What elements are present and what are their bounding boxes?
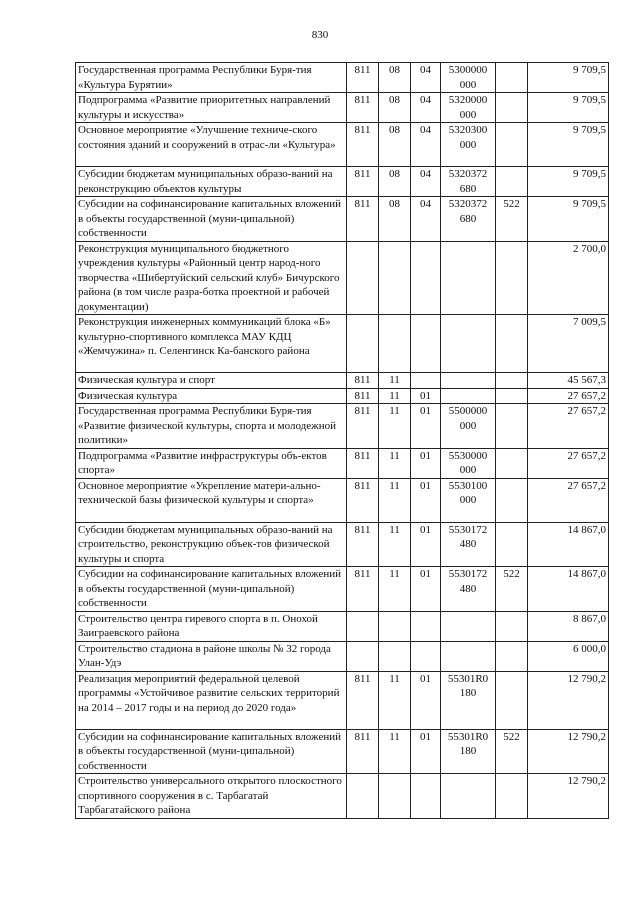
cell-target-article <box>441 388 496 404</box>
row-name: Строительство стадиона в районе школы № 32 города Улан-Удэ <box>76 641 347 671</box>
cell-target-article <box>441 774 496 819</box>
cell-subsection <box>411 315 441 373</box>
cell-amount: 12 790,2 <box>528 774 609 819</box>
cell-section: 11 <box>379 522 411 567</box>
row-name: Субсидии на софинансирование капитальных вложений в объекты государственной (муни-ципальной) собственности <box>76 567 347 612</box>
cell-section: 11 <box>379 478 411 522</box>
cell-subsection <box>411 641 441 671</box>
cell-section: 08 <box>379 63 411 93</box>
cell-grbs: 811 <box>347 373 379 389</box>
table-row <box>76 641 609 671</box>
cell-amount: 14 867,0 <box>528 522 609 567</box>
table-row <box>76 774 609 819</box>
cell-grbs: 811 <box>347 448 379 478</box>
cell-target-article: 5530000 000 <box>441 448 496 478</box>
cell-expense-type <box>496 611 528 641</box>
row-name: Субсидии на софинансирование капитальных вложений в объекты государственной (муни-ципальной) собственности <box>76 729 347 774</box>
cell-target-article: 55301R0 180 <box>441 671 496 729</box>
cell-amount: 6 000,0 <box>528 641 609 671</box>
row-name: Государственная программа Республики Буря-тия «Развитие физической культуры, спорта и молодежной политики» <box>76 404 347 449</box>
table-body <box>76 63 609 819</box>
cell-subsection: 04 <box>411 123 441 167</box>
cell-amount: 9 709,5 <box>528 63 609 93</box>
cell-subsection: 01 <box>411 671 441 729</box>
cell-target-article <box>441 373 496 389</box>
cell-amount: 27 657,2 <box>528 478 609 522</box>
cell-section <box>379 241 411 315</box>
cell-section: 11 <box>379 404 411 449</box>
cell-section: 11 <box>379 448 411 478</box>
cell-section: 08 <box>379 93 411 123</box>
cell-grbs: 811 <box>347 522 379 567</box>
cell-subsection: 04 <box>411 93 441 123</box>
cell-section: 08 <box>379 123 411 167</box>
cell-expense-type <box>496 241 528 315</box>
cell-amount: 12 790,2 <box>528 729 609 774</box>
cell-grbs: 811 <box>347 388 379 404</box>
cell-section <box>379 641 411 671</box>
cell-amount: 9 709,5 <box>528 167 609 197</box>
cell-subsection: 01 <box>411 522 441 567</box>
cell-expense-type: 522 <box>496 729 528 774</box>
cell-expense-type <box>496 448 528 478</box>
cell-target-article: 5320372 680 <box>441 197 496 242</box>
table-row <box>76 93 609 123</box>
cell-subsection: 01 <box>411 404 441 449</box>
cell-section: 11 <box>379 388 411 404</box>
cell-subsection: 01 <box>411 388 441 404</box>
table-row <box>76 478 609 522</box>
cell-amount: 7 009,5 <box>528 315 609 373</box>
cell-amount: 2 700,0 <box>528 241 609 315</box>
cell-target-article <box>441 641 496 671</box>
cell-amount: 27 657,2 <box>528 448 609 478</box>
row-name: Реконструкция муниципального бюджетного учреждения культуры «Районный центр народ-ного творчества «Шибертуйский сельский клуб» Бичурского района (в том числе разра-ботка проектной и рабочей документации) <box>76 241 347 315</box>
row-name: Субсидии бюджетам муниципальных образо-ваний на строительство, реконструкцию объек-тов физической культуры и спорта <box>76 522 347 567</box>
row-name: Физическая культура <box>76 388 347 404</box>
cell-section: 11 <box>379 729 411 774</box>
cell-subsection <box>411 241 441 315</box>
cell-target-article: 5320372 680 <box>441 167 496 197</box>
table-row <box>76 167 609 197</box>
table-row <box>76 611 609 641</box>
table-row <box>76 448 609 478</box>
cell-amount: 8 867,0 <box>528 611 609 641</box>
cell-expense-type <box>496 373 528 389</box>
cell-subsection: 01 <box>411 729 441 774</box>
cell-subsection <box>411 774 441 819</box>
table-row <box>76 315 609 373</box>
cell-expense-type <box>496 388 528 404</box>
budget-table <box>75 62 609 819</box>
row-name: Подпрограмма «Развитие приоритетных направлений культуры и искусства» <box>76 93 347 123</box>
cell-amount: 27 657,2 <box>528 404 609 449</box>
cell-amount: 45 567,3 <box>528 373 609 389</box>
table-row <box>76 241 609 315</box>
cell-amount: 9 709,5 <box>528 93 609 123</box>
cell-target-article: 5500000 000 <box>441 404 496 449</box>
table-row <box>76 567 609 612</box>
cell-section: 08 <box>379 167 411 197</box>
cell-grbs <box>347 315 379 373</box>
row-name: Реализация мероприятий федеральной целевой программы «Устойчивое развитие сельских территорий на 2014 – 2017 годы и на период до 2020 года» <box>76 671 347 729</box>
cell-amount: 27 657,2 <box>528 388 609 404</box>
cell-amount: 9 709,5 <box>528 197 609 242</box>
cell-grbs: 811 <box>347 123 379 167</box>
table-row <box>76 404 609 449</box>
cell-subsection: 01 <box>411 478 441 522</box>
cell-subsection <box>411 373 441 389</box>
cell-expense-type <box>496 522 528 567</box>
cell-subsection: 04 <box>411 63 441 93</box>
cell-grbs <box>347 611 379 641</box>
cell-amount: 14 867,0 <box>528 567 609 612</box>
cell-section: 11 <box>379 567 411 612</box>
cell-target-article: 5530172 480 <box>441 522 496 567</box>
cell-section: 11 <box>379 671 411 729</box>
cell-expense-type <box>496 641 528 671</box>
cell-grbs: 811 <box>347 93 379 123</box>
cell-grbs: 811 <box>347 63 379 93</box>
row-name: Субсидии на софинансирование капитальных вложений в объекты государственной (муни-ципальной) собственности <box>76 197 347 242</box>
table-row <box>76 123 609 167</box>
table-row <box>76 373 609 389</box>
cell-target-article: 5320300 000 <box>441 123 496 167</box>
row-name: Государственная программа Республики Буря-тия «Культура Бурятии» <box>76 63 347 93</box>
cell-target-article <box>441 241 496 315</box>
cell-expense-type <box>496 123 528 167</box>
cell-section: 08 <box>379 197 411 242</box>
row-name: Реконструкция инженерных коммуникаций блока «Б» культурно-спортивного комплекса МАУ КДЦ «Жемчужина» п. Селенгинск Ка-банского района <box>76 315 347 373</box>
cell-target-article: 5320000 000 <box>441 93 496 123</box>
cell-section <box>379 611 411 641</box>
row-name: Основное мероприятие «Укрепление матери-ально-технической базы физической культуры и спорта» <box>76 478 347 522</box>
row-name: Субсидии бюджетам муниципальных образо-ваний на реконструкцию объектов культуры <box>76 167 347 197</box>
cell-grbs: 811 <box>347 567 379 612</box>
cell-amount: 12 790,2 <box>528 671 609 729</box>
table-row <box>76 388 609 404</box>
cell-grbs: 811 <box>347 478 379 522</box>
cell-grbs <box>347 241 379 315</box>
cell-expense-type: 522 <box>496 197 528 242</box>
cell-amount: 9 709,5 <box>528 123 609 167</box>
cell-grbs <box>347 774 379 819</box>
cell-section <box>379 774 411 819</box>
page-number: 830 <box>311 29 329 41</box>
cell-expense-type <box>496 404 528 449</box>
cell-expense-type <box>496 671 528 729</box>
cell-subsection: 04 <box>411 167 441 197</box>
cell-target-article <box>441 611 496 641</box>
cell-expense-type <box>496 478 528 522</box>
table-row <box>76 729 609 774</box>
cell-subsection: 01 <box>411 448 441 478</box>
cell-expense-type <box>496 315 528 373</box>
table-row <box>76 522 609 567</box>
cell-grbs: 811 <box>347 729 379 774</box>
cell-expense-type <box>496 167 528 197</box>
cell-grbs <box>347 641 379 671</box>
cell-target-article: 55301R0 180 <box>441 729 496 774</box>
table-row <box>76 197 609 242</box>
cell-target-article: 5530172 480 <box>441 567 496 612</box>
row-name: Строительство центра гиревого спорта в п. Онохой Заиграевского района <box>76 611 347 641</box>
row-name: Физическая культура и спорт <box>76 373 347 389</box>
table-row <box>76 671 609 729</box>
row-name: Основное мероприятие «Улучшение техниче-ского состояния зданий и сооружений в отрас-ли «Культура» <box>76 123 347 167</box>
cell-expense-type <box>496 63 528 93</box>
cell-subsection: 01 <box>411 567 441 612</box>
cell-target-article: 5530100 000 <box>441 478 496 522</box>
cell-subsection: 04 <box>411 197 441 242</box>
cell-grbs: 811 <box>347 404 379 449</box>
cell-target-article: 5300000 000 <box>441 63 496 93</box>
cell-target-article <box>441 315 496 373</box>
table-row <box>76 63 609 93</box>
cell-section: 11 <box>379 373 411 389</box>
cell-subsection <box>411 611 441 641</box>
cell-grbs: 811 <box>347 167 379 197</box>
cell-grbs: 811 <box>347 197 379 242</box>
cell-expense-type <box>496 774 528 819</box>
cell-section <box>379 315 411 373</box>
cell-expense-type: 522 <box>496 567 528 612</box>
cell-grbs: 811 <box>347 671 379 729</box>
cell-expense-type <box>496 93 528 123</box>
row-name: Строительство универсального открытого плоскостного спортивного сооружения в с. Тарбагатай Тарбагатайского района <box>76 774 347 819</box>
row-name: Подпрограмма «Развитие инфраструктуры объ-ектов спорта» <box>76 448 347 478</box>
